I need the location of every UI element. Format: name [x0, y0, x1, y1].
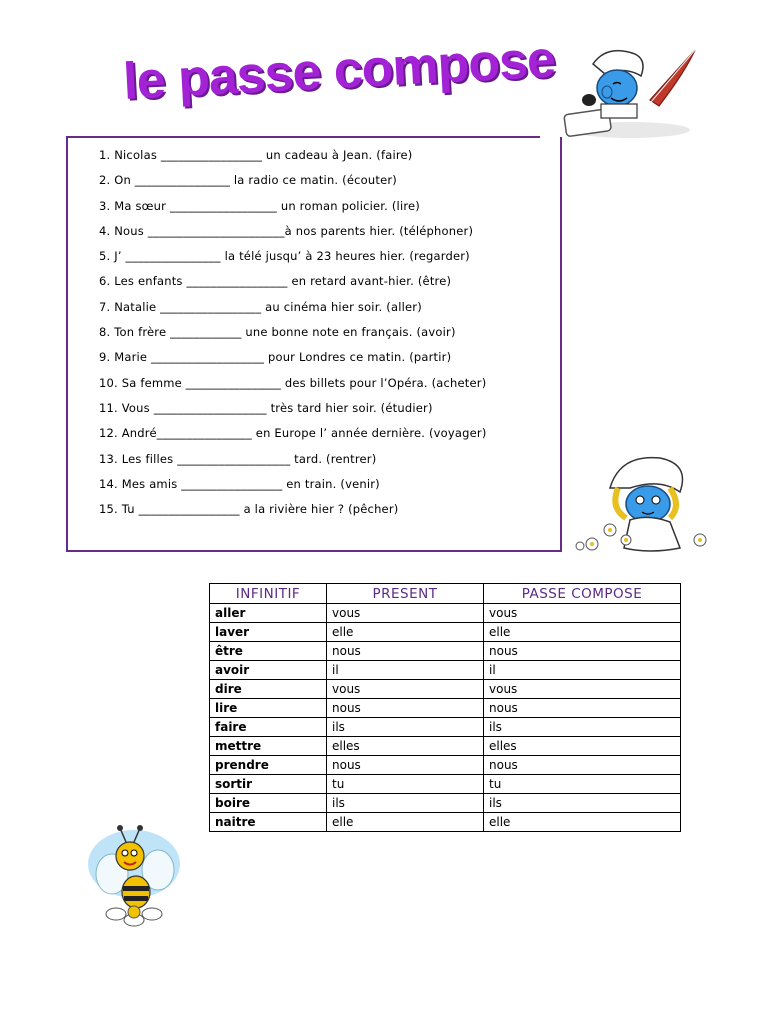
- infinitive-cell: sortir: [210, 775, 327, 794]
- passe-compose-cell: ils: [484, 794, 681, 813]
- table-row: [210, 623, 681, 642]
- header-passe-compose: PASSE COMPOSE: [484, 584, 681, 604]
- passe-compose-cell: nous: [484, 642, 681, 661]
- passe-compose-cell: elle: [484, 623, 681, 642]
- infinitive-cell: boire: [210, 794, 327, 813]
- passe-compose-cell: nous: [484, 699, 681, 718]
- passe-compose-cell: nous: [484, 756, 681, 775]
- present-cell: ils: [327, 794, 484, 813]
- table-row: [210, 661, 681, 680]
- infinitive-cell: naitre: [210, 813, 327, 832]
- table-header-row: [210, 584, 681, 604]
- table-row: [210, 680, 681, 699]
- passe-compose-cell: elle: [484, 813, 681, 832]
- table-row: [210, 737, 681, 756]
- infinitive-cell: faire: [210, 718, 327, 737]
- infinitive-cell: mettre: [210, 737, 327, 756]
- header-present: PRESENT: [327, 584, 484, 604]
- exercise-item: 10. Sa femme ________________ des billets pour l’Opéra. (acheter): [99, 375, 487, 390]
- exercise-item: 13. Les filles ___________________ tard. (rentrer): [99, 451, 377, 466]
- table-row: [210, 794, 681, 813]
- infinitive-cell: prendre: [210, 756, 327, 775]
- exercise-list: [99, 143, 487, 522]
- page-title: le passe compose: [121, 30, 557, 112]
- exercise-item: 15. Tu _________________ a la rivière hier ? (pêcher): [99, 502, 399, 517]
- passe-compose-cell: il: [484, 661, 681, 680]
- infinitive-cell: lire: [210, 699, 327, 718]
- exercise-item: 8. Ton frère ____________ une bonne note en français. (avoir): [99, 325, 456, 340]
- present-cell: nous: [327, 756, 484, 775]
- infinitive-cell: laver: [210, 623, 327, 642]
- table-row: [210, 604, 681, 623]
- exercise-item: 14. Mes amis _________________ en train. (venir): [99, 476, 380, 491]
- bee-on-daisy-illustration: [82, 822, 182, 927]
- infinitive-cell: être: [210, 642, 327, 661]
- smurfette-illustration: [570, 448, 750, 558]
- infinitive-cell: avoir: [210, 661, 327, 680]
- exercise-item: 9. Marie ___________________ pour Londres ce matin. (partir): [99, 350, 452, 365]
- passe-compose-cell: tu: [484, 775, 681, 794]
- present-cell: ils: [327, 718, 484, 737]
- exercise-item: 4. Nous _______________________à nos parents hier. (téléphoner): [99, 223, 474, 238]
- present-cell: elle: [327, 813, 484, 832]
- present-cell: vous: [327, 604, 484, 623]
- table-row: [210, 699, 681, 718]
- exercise-item: 2. On ________________ la radio ce matin. (écouter): [99, 173, 397, 188]
- present-cell: elles: [327, 737, 484, 756]
- table-row: [210, 718, 681, 737]
- present-cell: vous: [327, 680, 484, 699]
- passe-compose-cell: ils: [484, 718, 681, 737]
- conjugation-table: [209, 583, 681, 832]
- present-cell: nous: [327, 699, 484, 718]
- exercise-item: 5. J’ ________________ la télé jusqu’ à 23 heures hier. (regarder): [99, 249, 470, 264]
- table-row: [210, 775, 681, 794]
- exercise-item: 11. Vous ___________________ très tard hier soir. (étudier): [99, 400, 433, 415]
- exercise-item: 3. Ma sœur __________________ un roman policier. (lire): [99, 198, 420, 213]
- passe-compose-cell: vous: [484, 604, 681, 623]
- exercise-item: 1. Nicolas _________________ un cadeau à Jean. (faire): [99, 148, 413, 162]
- present-cell: nous: [327, 642, 484, 661]
- exercise-item: 7. Natalie _________________ au cinéma hier soir. (aller): [99, 299, 422, 314]
- table-row: [210, 642, 681, 661]
- infinitive-cell: dire: [210, 680, 327, 699]
- passe-compose-cell: vous: [484, 680, 681, 699]
- smurf-writing-illustration: [555, 42, 705, 142]
- header-infinitif: INFINITIF: [210, 584, 327, 604]
- present-cell: elle: [327, 623, 484, 642]
- infinitive-cell: aller: [210, 604, 327, 623]
- table-row: [210, 813, 681, 832]
- exercise-item: 12. André________________ en Europe l’ année dernière. (voyager): [99, 426, 487, 441]
- exercise-item: 6. Les enfants _________________ en retard avant-hier. (être): [99, 274, 452, 289]
- table-row: [210, 756, 681, 775]
- present-cell: tu: [327, 775, 484, 794]
- passe-compose-cell: elles: [484, 737, 681, 756]
- present-cell: il: [327, 661, 484, 680]
